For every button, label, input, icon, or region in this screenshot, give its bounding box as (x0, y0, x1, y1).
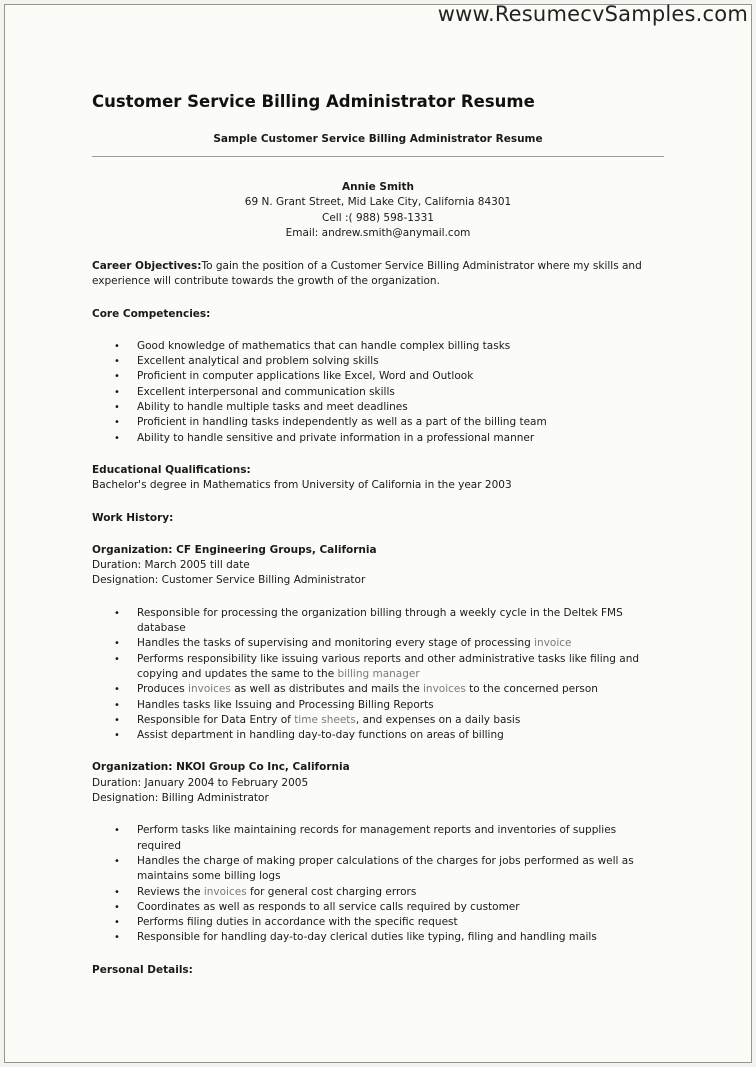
career-objectives-text-2: experience will contribute towards the growth of the organization. (92, 275, 440, 288)
bullet-icon: • (114, 653, 120, 665)
list-item: • Perform tasks like maintaining records for management reports and inventories of supplies required (114, 824, 617, 852)
invoices-link[interactable]: invoices (188, 683, 231, 696)
bullet-icon: • (114, 432, 120, 444)
job-duration: Duration: March 2005 till date (92, 559, 250, 572)
bullet-icon: • (114, 855, 120, 867)
job-designation: Designation: Billing Administrator (92, 792, 269, 805)
bullet-icon: • (114, 638, 120, 650)
list-item: • Proficient in handling tasks independently as well as a part of the billing team (92, 415, 652, 430)
bullet-icon: • (114, 340, 120, 352)
list-item: • Responsible for processing the organization billing through a weekly cycle in the Deltek FMS database (114, 606, 623, 635)
bullet-icon: • (114, 402, 120, 414)
bullet-icon: • (114, 730, 120, 742)
document-subtitle: Sample Customer Service Billing Administrator Resume (213, 133, 543, 145)
list-item: • Assist department in handling day-to-day functions on areas of billing (92, 728, 652, 743)
time-sheets-link[interactable]: time sheets (294, 713, 356, 726)
list-item: • Ability to handle sensitive and private information in a professional manner (92, 431, 652, 446)
job-designation: Designation: Customer Service Billing Administrator (92, 574, 366, 587)
list-item: • Performs filing duties in accordance with the specific request (92, 915, 652, 930)
list-item: • Reviews the invoices for general cost charging errors (92, 885, 652, 900)
bullet-icon: • (114, 699, 120, 711)
list-item: • Excellent interpersonal and communication skills (92, 385, 652, 400)
bullet-icon: • (114, 386, 120, 398)
bullet-icon: • (114, 371, 120, 383)
bullet-icon: • (114, 607, 120, 619)
contact-block (0, 180, 756, 241)
job-entry (92, 543, 652, 744)
bullet-icon: • (114, 714, 120, 726)
invoices-link[interactable]: invoices (423, 683, 466, 696)
career-objectives-label: Career Objectives: (92, 260, 202, 272)
list-item: • Responsible for handling day-to-day clerical duties like typing, filing and handling mails (92, 930, 652, 945)
list-item: • Performs responsibility like issuing various reports and other administrative tasks like filing and copying and updates the same to the billing manager (114, 652, 640, 680)
divider (92, 156, 664, 157)
education-label: Educational Qualifications: (92, 463, 251, 476)
list-item: • Excellent analytical and problem solving skills (92, 354, 652, 369)
list-item: • Ability to handle multiple tasks and meet deadlines (92, 400, 652, 415)
career-objectives-text: To gain the position of a Customer Service Billing Administrator where my skills and (201, 260, 642, 272)
list-item: • Handles tasks like Issuing and Processing Billing Reports (92, 698, 652, 713)
bullet-icon: • (114, 417, 120, 429)
list-item: • Proficient in computer applications like Excel, Word and Outlook (92, 369, 652, 384)
job-entry (92, 760, 652, 945)
bullet-icon: • (114, 356, 120, 368)
bullet-icon: • (114, 684, 120, 696)
list-item: • Handles the tasks of supervising and monitoring every stage of processing invoice (92, 636, 652, 651)
resume-body (92, 259, 652, 978)
invoices-link[interactable]: invoices (203, 885, 247, 898)
document-title: Customer Service Billing Administrator Resume (92, 92, 535, 111)
bullet-icon: • (114, 825, 120, 837)
candidate-name: Annie Smith (341, 181, 415, 193)
bullet-icon: • (114, 932, 120, 944)
list-item: • Handles the charge of making proper calculations of the charges for jobs performed as well as maintains some billing logs (114, 854, 634, 883)
invoice-link[interactable]: invoice (534, 637, 572, 650)
watermark: www.ResumecvSamples.com (437, 2, 748, 26)
competencies-list (92, 339, 652, 446)
bullet-icon: • (114, 917, 120, 929)
bullet-icon: • (114, 886, 120, 898)
list-item: • Responsible for Data Entry of time sheets, and expenses on a daily basis (92, 713, 652, 728)
email: Email: andrew.smith@anymail.com (285, 226, 471, 239)
list-item: • Good knowledge of mathematics that can handle complex billing tasks (92, 339, 652, 354)
billing-manager-link[interactable]: billing manager (337, 667, 420, 680)
list-item: • Coordinates as well as responds to all service calls required by customer (92, 900, 652, 915)
address: 69 N. Grant Street, Mid Lake City, California 84301 (244, 196, 512, 209)
phone: Cell :( 988) 598-1331 (322, 211, 434, 224)
bullet-icon: • (114, 901, 120, 913)
list-item: • Produces invoices as well as distributes and mails the invoices to the concerned person (92, 682, 652, 697)
personal-details-label: Personal Details: (92, 963, 193, 976)
education-text: Bachelor's degree in Mathematics from University of California in the year 2003 (92, 479, 512, 492)
work-history-label: Work History: (92, 511, 174, 524)
career-objectives (92, 259, 652, 290)
job-organization: Organization: NKOI Group Co Inc, California (92, 761, 350, 774)
core-competencies-label: Core Competencies: (92, 307, 211, 320)
job-organization: Organization: CF Engineering Groups, California (92, 543, 377, 556)
job-duties-list (92, 606, 652, 744)
job-duration: Duration: January 2004 to February 2005 (92, 776, 309, 789)
job-duties-list (92, 823, 652, 945)
